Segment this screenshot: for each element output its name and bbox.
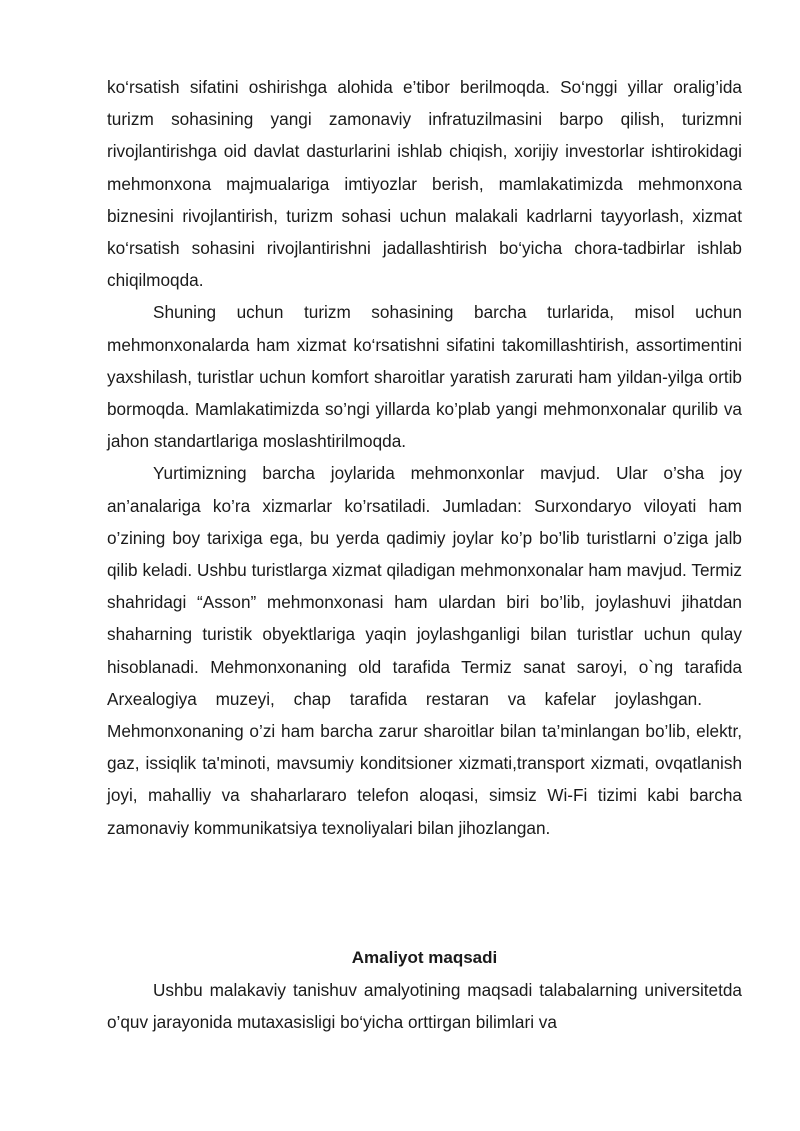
paragraph-3-part-b: Mehmonxonaning o’zi ham barcha zarur sharoitlar bilan ta’minlangan bo’lib, elektr, gaz, issiqlik ta'minoti, mavsumiy konditsioner xizmati,transport xizmati, ovqatlanish joyi, mahalliy va shaharlararo telefon aloqasi, simsiz Wi-Fi tizimi kabi barcha zamonaviy kommunikatsiya texnoliyalari bilan jihozlangan. (107, 721, 742, 838)
paragraph-1: ko‘rsatish sifatini oshirishga alohida e’tibor berilmoqda. So‘nggi yillar oralig’ida turizm sohasining yangi zamonaviy infratuzilmasini barpo qilish, turizmni rivojlantirishga oid davlat dasturlarini ishlab chiqish, xorijiy investorlar ishtirokidagi mehmonxona majmualariga imtiyozlar berish, mamlakatimizda mehmonxona biznesini rivojlantirish, turizm sohasi uchun malakali kadrlarni tayyorlash, xizmat ko‘rsatish sohasini rivojlantirishni jadallashtirish bo‘yicha chora-tadbirlar ishlab chiqilmoqda. (107, 77, 742, 291)
paragraph-3 (107, 457, 742, 843)
section-paragraph: Ushbu malakaviy tanishuv amalyotining maqsadi talabalarning universitetda o’quv jarayonida mutaxasisligi bo‘yicha orttirgan bilimlari va (107, 980, 742, 1033)
document-page (107, 71, 742, 1038)
section-heading: Amaliyot maqsadi (351, 947, 498, 967)
paragraph-2: Shuning uchun turizm sohasining barcha turlarida, misol uchun mehmonxonalarda ham xizmat ko‘rsatishni sifatini takomillashtirish, assortimentini yaxshilash, turistlar uchun komfort sharoitlar yaratish zarurati ham yildan-yilga ortib bormoqda. Mamlakatimizda so’ngi yillarda ko’plab yangi mehmonxonalar qurilib va jahon standartlariga moslashtirilmoqda. (107, 302, 742, 452)
paragraph-3-part-a: Yurtimizning barcha joylarida mehmonxonlar mavjud. Ular o’sha joy an’analariga ko’ra xizmarlar ko’rsatiladi. Jumladan: Surxondaryo viloyati ham o’zining boy tarixiga ega, bu yerda qadimiy joylar ko’p bo’lib turistlarni o’ziga jalb qilib keladi. Ushbu turistlarga xizmat qiladigan mehmonxonalar ham mavjud. Termiz shahridagi “Asson” mehmonxonasi ham ulardan biri bo’lib, joylashuvi jihatdan shaharning turistik obyektlariga yaqin joylashganligi bilan turistlar uchun qulay hisoblanadi. Mehmonxonaning old tarafida Termiz sanat saroyi, o`ng tarafida Arxealogiya muzeyi, chap tarafida restaran va kafelar joylashgan. (107, 463, 742, 709)
